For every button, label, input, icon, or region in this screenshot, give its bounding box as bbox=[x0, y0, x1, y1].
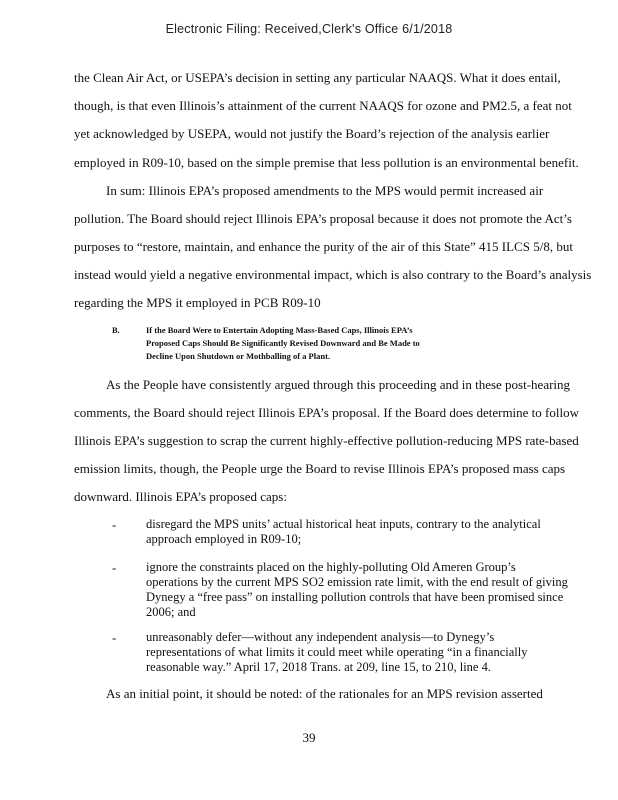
bullet-line: 2006; and bbox=[146, 605, 196, 619]
bullet-line: ignore the constraints placed on the highly-polluting Old Ameren Group’s bbox=[146, 560, 516, 574]
bullet-line: approach employed in R09-10; bbox=[146, 532, 302, 546]
body-line: Illinois EPA’s suggestion to scrap the current highly-effective pollution-reducing MPS rate-based bbox=[74, 433, 579, 448]
bullet-line: unreasonably defer—without any independent analysis—to Dynegy’s bbox=[146, 630, 495, 644]
body-line: instead would yield a negative environmental impact, which is also contrary to the Board’s analysis bbox=[74, 267, 592, 282]
body-line: employed in R09-10, based on the simple premise that less pollution is an environmental benefit. bbox=[74, 155, 579, 170]
bullet-line: representations of what limits it could meet while operating “in a financially bbox=[146, 645, 528, 659]
body-line: yet acknowledged by USEPA, would not justify the Board’s rejection of the analysis earlier bbox=[74, 126, 550, 141]
bullet-line: disregard the MPS units’ actual historical heat inputs, contrary to the analytical bbox=[146, 517, 541, 531]
body-line: pollution. The Board should reject Illinois EPA’s proposal because it does not promote the Act’s bbox=[74, 211, 572, 226]
body-line: the Clean Air Act, or USEPA’s decision in setting any particular NAAQS. What it does entail, bbox=[74, 70, 561, 85]
body-line: emission limits, though, the People urge the Board to revise Illinois EPA’s proposed mass caps bbox=[74, 461, 566, 476]
bullet-dash: - bbox=[112, 630, 117, 645]
body-line: As an initial point, it should be noted: of the rationales for an MPS revision asserted bbox=[106, 686, 543, 701]
bullet-line: operations by the current MPS SO2 emission rate limit, with the end result of giving bbox=[146, 575, 568, 589]
body-line: As the People have consistently argued through this proceeding and in these post-hearing bbox=[106, 377, 571, 392]
body-line: downward. Illinois EPA’s proposed caps: bbox=[74, 489, 287, 504]
bullet-line: reasonable way.” April 17, 2018 Trans. at 209, line 15, to 210, line 4. bbox=[146, 660, 491, 674]
filing-header: Electronic Filing: Received,Clerk's Office 6/1/2018 bbox=[165, 22, 453, 36]
subheading-label: B. bbox=[112, 325, 120, 335]
body-line: regarding the MPS it employed in PCB R09-10 bbox=[74, 295, 321, 310]
bullet-dash: - bbox=[112, 517, 117, 532]
page-number: 39 bbox=[302, 730, 316, 745]
subheading-line: Proposed Caps Should Be Significantly Revised Downward and Be Made to bbox=[146, 338, 420, 348]
bullet-line: Dynegy a “free pass” on installing pollution controls that have been promised since bbox=[146, 590, 564, 604]
body-line: comments, the Board should reject Illinois EPA’s proposal. If the Board does determine to follow bbox=[74, 405, 579, 420]
body-line: In sum: Illinois EPA’s proposed amendments to the MPS would permit increased air bbox=[106, 183, 544, 198]
body-line: though, is that even Illinois’s attainment of the current NAAQS for ozone and PM2.5, a feat not bbox=[74, 98, 572, 113]
body-line: purposes to “restore, maintain, and enhance the purity of the air of this State” 415 ILCS 5/8, but bbox=[74, 239, 573, 254]
subheading-line: If the Board Were to Entertain Adopting Mass-Based Caps, Illinois EPA’s bbox=[146, 325, 413, 335]
bullet-dash: - bbox=[112, 560, 117, 575]
subheading-line: Decline Upon Shutdown or Mothballing of a Plant. bbox=[146, 351, 331, 361]
